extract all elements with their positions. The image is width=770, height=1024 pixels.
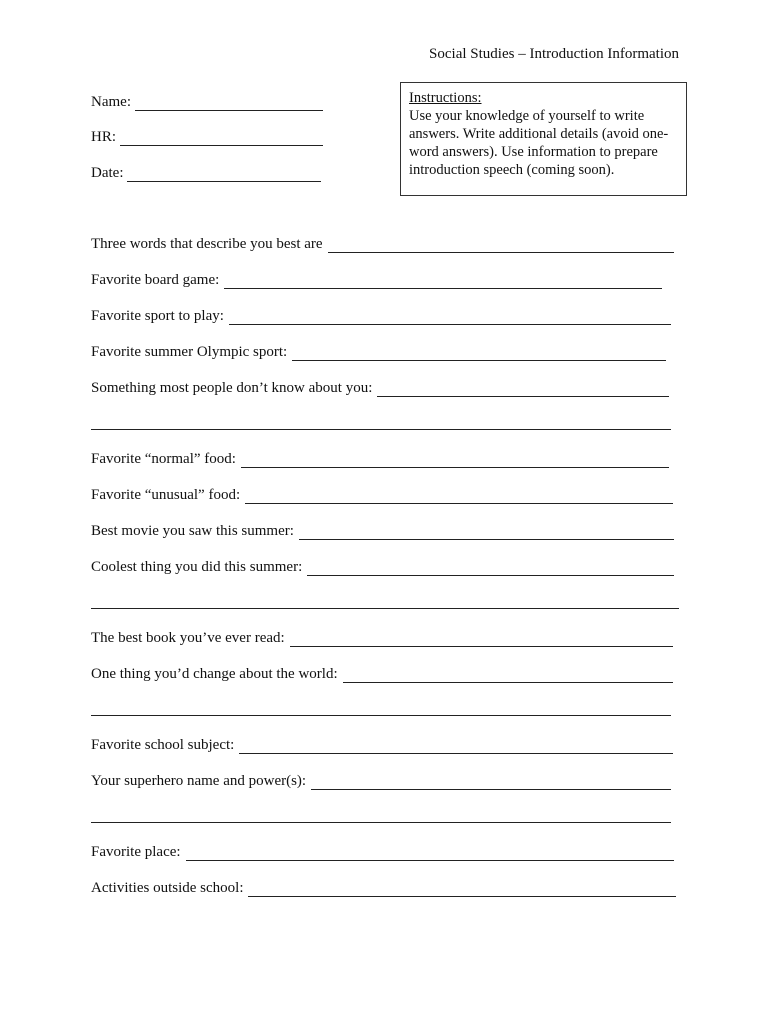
name-blank[interactable] <box>135 94 323 111</box>
question-three-words[interactable] <box>91 236 674 253</box>
answer-blank[interactable] <box>241 452 669 468</box>
answer-blank[interactable] <box>328 237 674 253</box>
answer-blank[interactable] <box>377 381 669 397</box>
question-change-world[interactable] <box>91 666 673 683</box>
answer-blank[interactable] <box>248 881 676 897</box>
instructions-body: Use your knowledge of yourself to write answers. Write additional details (avoid one-word answers). Use information to prepare introduction speech (coming soon). <box>409 108 669 178</box>
question-activities[interactable] <box>91 880 676 897</box>
answer-continuation-line[interactable] <box>91 822 671 823</box>
answer-blank[interactable] <box>290 631 673 647</box>
answer-blank[interactable] <box>186 845 674 861</box>
instructions-heading: Instructions: <box>409 90 482 106</box>
question-label: Favorite place: <box>91 844 181 860</box>
date-field[interactable] <box>91 165 321 182</box>
instructions-box <box>400 82 687 196</box>
answer-blank[interactable] <box>343 667 673 683</box>
question-label: Favorite sport to play: <box>91 308 224 324</box>
question-label: Activities outside school: <box>91 880 244 896</box>
hr-field[interactable] <box>91 129 323 146</box>
name-label: Name: <box>91 94 131 110</box>
answer-blank[interactable] <box>307 560 674 576</box>
question-label: Three words that describe you best are <box>91 236 323 252</box>
answer-continuation-line[interactable] <box>91 429 671 430</box>
question-label: The best book you’ve ever read: <box>91 630 285 646</box>
page-title: Social Studies – Introduction Information <box>429 46 679 62</box>
question-normal-food[interactable] <box>91 451 669 468</box>
question-olympic-sport[interactable] <box>91 344 666 361</box>
date-label: Date: <box>91 165 124 181</box>
question-unknown-fact[interactable] <box>91 380 669 397</box>
question-label: Your superhero name and power(s): <box>91 773 307 789</box>
answer-blank[interactable] <box>245 488 673 504</box>
date-blank[interactable] <box>127 165 321 182</box>
question-label: Favorite “unusual” food: <box>91 487 241 503</box>
answer-blank[interactable] <box>311 774 671 790</box>
question-label: Favorite school subject: <box>91 737 235 753</box>
question-best-book[interactable] <box>91 630 673 647</box>
question-label: Best movie you saw this summer: <box>91 523 294 539</box>
question-label: One thing you’d change about the world: <box>91 666 338 682</box>
name-field[interactable] <box>91 94 323 111</box>
question-best-movie[interactable] <box>91 523 674 540</box>
question-label: Favorite summer Olympic sport: <box>91 344 288 360</box>
question-label: Something most people don’t know about you: <box>91 380 373 396</box>
question-label: Favorite board game: <box>91 272 220 288</box>
question-coolest-thing[interactable] <box>91 559 674 576</box>
question-school-subject[interactable] <box>91 737 673 754</box>
answer-blank[interactable] <box>292 345 666 361</box>
hr-blank[interactable] <box>120 129 323 146</box>
question-label: Favorite “normal” food: <box>91 451 236 467</box>
question-superhero[interactable] <box>91 773 671 790</box>
hr-label: HR: <box>91 129 117 145</box>
question-unusual-food[interactable] <box>91 487 673 504</box>
answer-continuation-line[interactable] <box>91 715 671 716</box>
answer-blank[interactable] <box>299 524 674 540</box>
answer-blank[interactable] <box>239 738 673 754</box>
question-sport[interactable] <box>91 308 671 325</box>
answer-blank[interactable] <box>224 273 662 289</box>
question-favorite-place[interactable] <box>91 844 674 861</box>
question-label: Coolest thing you did this summer: <box>91 559 303 575</box>
answer-blank[interactable] <box>229 309 671 325</box>
question-board-game[interactable] <box>91 272 662 289</box>
answer-continuation-line[interactable] <box>91 608 679 609</box>
